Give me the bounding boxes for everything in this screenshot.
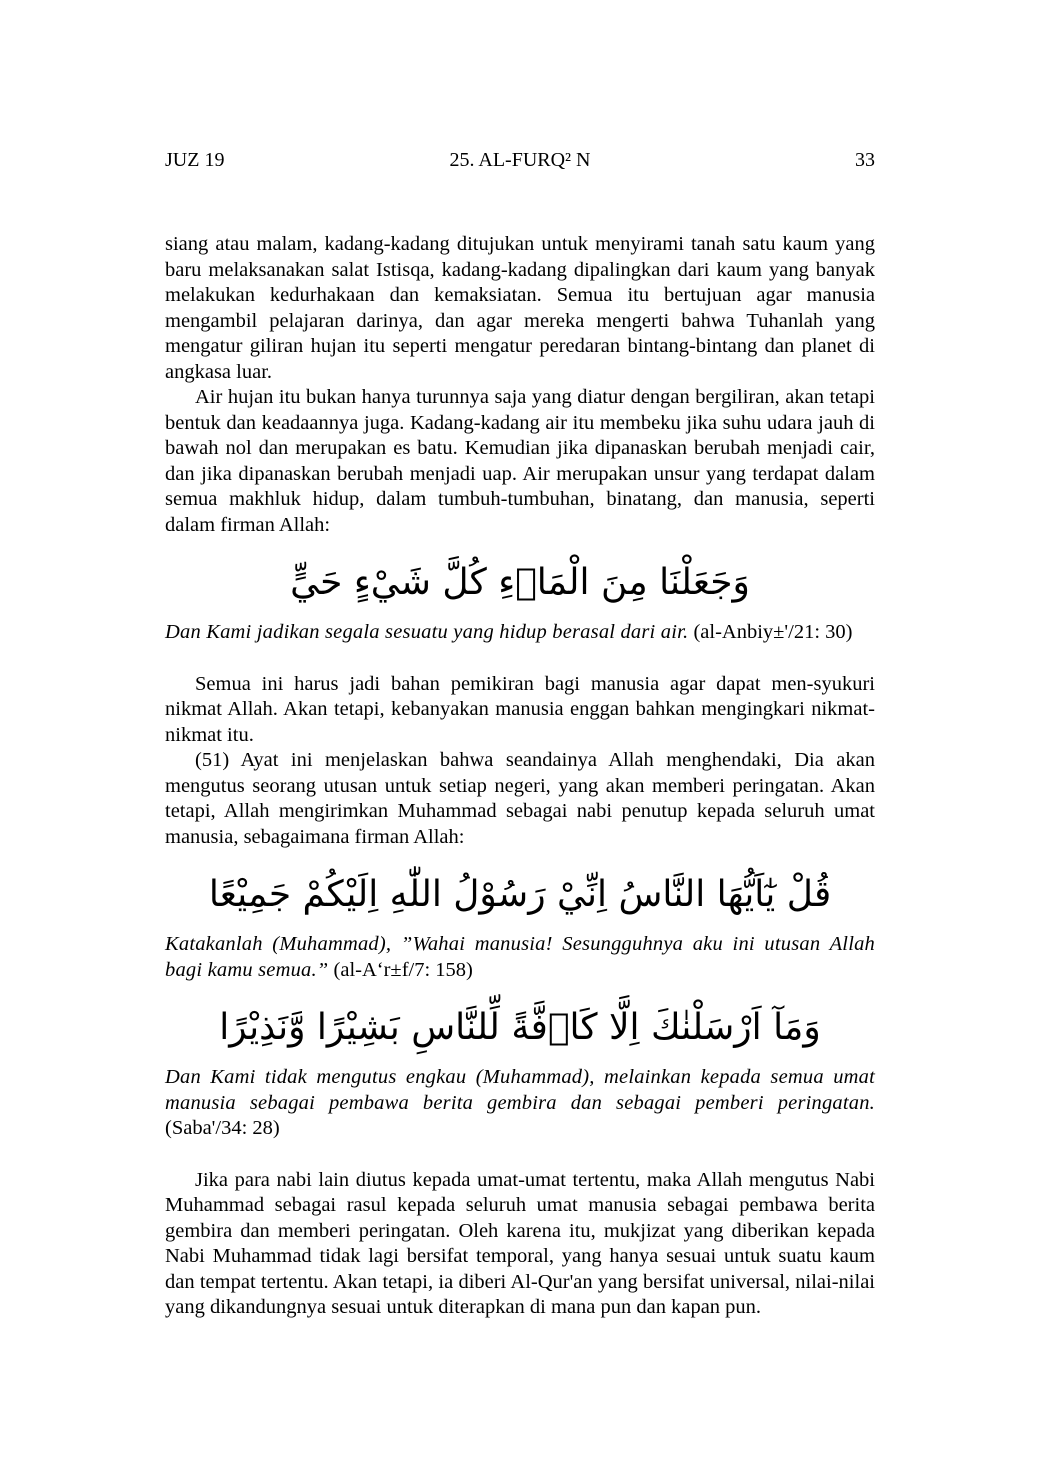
verse-translation-3 <box>165 1065 875 1142</box>
page-body <box>165 232 875 1321</box>
page-number: 33 <box>855 149 875 171</box>
paragraph-2: Air hujan itu bukan hanya turunnya saja yang diatur dengan bergiliran, akan tetapi bentuk dan keadaannya juga. Kadang-kadang air itu membeku jika suhu udara jauh di bawah nol dan merupakan es batu. Kemudian jika dipanaskan berubah menjadi cair, dan jika dipanaskan berubah menjadi uap. Air merupakan unsur yang terdapat dalam semua makhluk hidup, dalam tumbuh-tumbuhan, binatang, dan manusia, seperti dalam firman Allah: <box>165 386 875 536</box>
arabic-verse-1: وَجَعَلْنَا مِنَ الْمَاۤءِ كُلَّ شَيْءٍ حَيٍّ <box>290 562 750 603</box>
arabic-verse-3: وَمَآ اَرْسَلْنٰكَ اِلَّا كَاۤفَّةً لِّلنَّاسِ بَشِيْرًا وَّنَذِيْرًا <box>219 1007 821 1048</box>
verse-reference-1: (al-Anbiy±'/21: 30) <box>688 621 853 643</box>
running-header <box>165 146 875 174</box>
translation-text-1: Dan Kami jadikan segala sesuatu yang hidup berasal dari air. <box>165 621 689 643</box>
juz-label: JUZ 19 <box>165 149 225 171</box>
paragraph-4: (51) Ayat ini menjelaskan bahwa seandainya Allah menghendaki, Dia akan mengutus seorang utusan untuk setiap negeri, yang akan memberi peringatan. Akan tetapi, Allah mengirimkan Muhammad sebagai nabi penutup kepada seluruh umat manusia, sebagaimana firman Allah: <box>165 749 875 848</box>
verse-reference-2: (al-A‘r±f/7: 158) <box>328 958 473 981</box>
verse-translation-2 <box>165 932 875 983</box>
translation-text-3: Dan Kami tidak mengutus engkau (Muhammad), melainkan kepada semua umat manusia sebagai pembawa berita gembira dan sebagai pemberi peringatan. <box>165 1066 875 1114</box>
paragraph-1: siang atau malam, kadang-kadang ditujukan untuk menyirami tanah satu kaum yang baru melaksanakan salat Istisqa, kadang-kadang dipalingkan dari kaum yang banyak melakukan kedurhakaan dan kemaksiatan. Semua itu bertujuan agar manusia mengambil pelajaran darinya, dan agar mereka mengerti bahwa Tuhanlah yang mengatur giliran hujan itu seperti mengatur peredaran bintang-bintang dan planet di angkasa luar. <box>165 233 875 383</box>
paragraph-3: Semua ini harus jadi bahan pemikiran bagi manusia agar dapat men-syukuri nikmat Allah. Akan tetapi, kebanyakan manusia enggan bahkan mengingkari nikmat-nikmat itu. <box>165 672 875 746</box>
verse-translation-1 <box>165 620 875 646</box>
surah-title: 25. AL-FURQ² N <box>449 149 591 171</box>
translation-text-2: Katakanlah (Muhammad), ”Wahai manusia! Sesungguhnya aku ini utusan Allah bagi kamu semua.” <box>165 933 875 981</box>
verse-reference-3: (Saba'/34: 28) <box>165 1117 280 1139</box>
paragraph-5: Jika para nabi lain diutus kepada umat-umat tertentu, maka Allah mengutus Nabi Muhammad sebagai rasul kepada seluruh umat manusia sebagai pembawa berita gembira dan memberi peringatan. Oleh karena itu, mukjizat yang diberikan kepada Nabi Muhammad tidak lagi bersifat temporal, yang hanya sesuai untuk suatu kaum dan tempat tertentu. Akan tetapi, ia diberi Al-Qur'an yang bersifat universal, nilai-nilai yang dikandungnya sesuai untuk diterapkan di mana pun dan kapan pun. <box>165 1168 875 1318</box>
arabic-verse-2: قُلْ يٰٓاَيُّهَا النَّاسُ اِنِّيْ رَسُوْلُ اللّٰهِ اِلَيْكُمْ جَمِيْعًا <box>208 874 832 915</box>
